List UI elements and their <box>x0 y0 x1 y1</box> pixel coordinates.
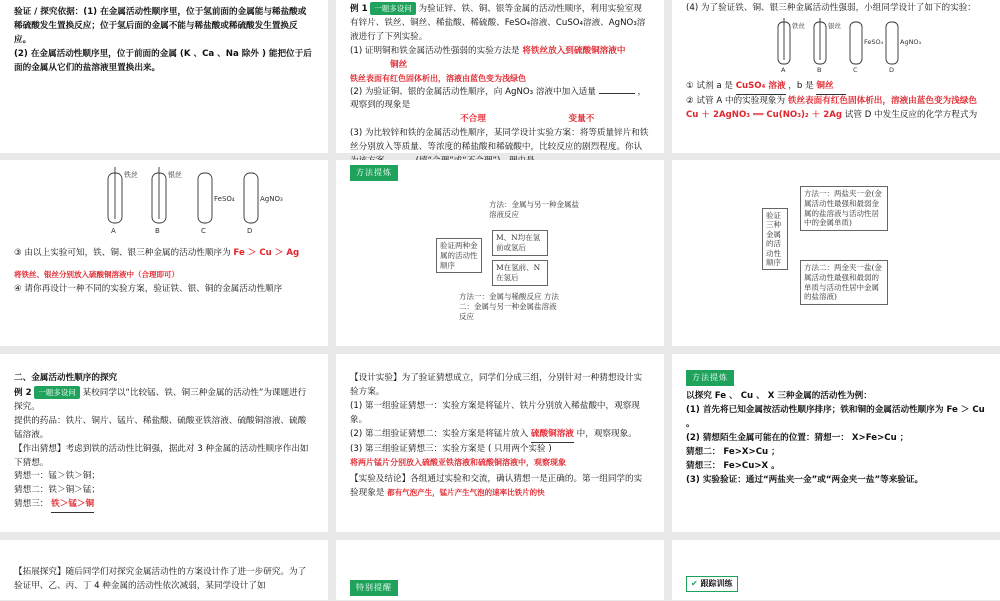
conclusion <box>350 473 650 501</box>
hypothesis-2: 猜想二：铁＞铜＞锰； <box>14 485 100 496</box>
slide-4[interactable] <box>0 160 328 346</box>
section-heading: 二、金属活动性顺序的探究 <box>14 373 118 383</box>
tube-d-content: AgNO₃ <box>900 37 922 46</box>
slide-3[interactable] <box>672 0 1000 153</box>
answer-line-1-middle: ，b 是 <box>788 80 814 91</box>
tube-a-phenomenon: 铁丝表面有红色固体析出，溶液由蓝色变为浅绿色 <box>787 95 977 106</box>
design-step-3: (3) 第三组验证猜想三：实验方案是 ( 只用两个实验 ) <box>350 443 552 454</box>
tube-a-content: 铁丝 <box>792 21 805 30</box>
check-icon: ✔ <box>691 579 698 588</box>
method-2-step-2: (2) 猜想陌生金属可能在的位置：猜想一： X>Fe>Cu ； <box>686 432 909 443</box>
slide-5[interactable] <box>336 160 664 346</box>
order-question-text: ③ 由以上实验可知，铁、铜、银三种金属的活动性顺序为 <box>14 247 231 258</box>
tube-a-label: A <box>781 65 786 74</box>
order-question <box>14 247 314 261</box>
method-bottom-note: 方法一：金属与稀酸反应 方法二：金属与另一种金属盐溶液反应 <box>459 292 559 321</box>
slide-10[interactable] <box>0 540 328 600</box>
method-2-step-1: (1) 首先将已知金属按活动性顺序排序；铁和铜的金属活动性顺序为 Fe ＞ Cu 。 <box>686 404 985 429</box>
slide-8[interactable] <box>336 354 664 532</box>
answer-line-2 <box>686 95 986 109</box>
design-question-text: ④ 请你再设计一种不同的实验方案，验证铁、银、铜的金属活动性顺序 <box>14 283 283 294</box>
tube-c-content: FeSO₄ <box>864 37 884 46</box>
slide-7[interactable] <box>0 354 328 532</box>
equation-answer: Cu ＋ 2AgNO₃ ══ Cu(NO₃)₂ ＋ 2Ag <box>686 109 843 120</box>
tube-b-content: 银丝 <box>168 171 182 179</box>
design-step-2-prefix: (2) 第二组验证猜想二：实验方案是将锰片放入 <box>350 428 529 439</box>
drugs-list: 提供的药品：铁片、铜片、锰片、稀盐酸、硫酸亚铁溶液、硫酸铜溶液、硫酸锰溶液。 <box>14 415 307 440</box>
answer-line-3-text: 试管 D 中发生反应的化学方程式为 <box>844 109 978 120</box>
answer-2: 不合理 <box>460 114 486 125</box>
hypothesis-3-label: 猜想三： <box>14 499 49 510</box>
tube-a-content: 铁丝 <box>124 171 138 179</box>
hypothesis-3 <box>14 498 314 513</box>
tube-a-label: A <box>111 227 116 235</box>
conclusion-answer: 都有气泡产生，锰片产生气泡的速率比铁片的快 <box>387 488 545 498</box>
method-2-step-5: (3) 实验验证：通过“两盐夹一金”或“两金夹一盐”等来验证。 <box>686 474 924 485</box>
tube-d-label: D <box>247 227 253 235</box>
answers-2 <box>350 113 650 127</box>
question-1-text: (1) 证明铜和铁金属活动性强弱的实验方法是 <box>350 45 520 56</box>
question-2 <box>350 86 650 114</box>
basis-paragraph-2: (2) 在金属活动性顺序里，位于前面的金属 (K 、Ca 、Na 除外 ) 能把位于后面的金属从它们的盐溶液里置换出来。 <box>14 48 312 73</box>
method-top-note: 方法：金属与另一种金属盐溶液反应 <box>489 200 579 219</box>
tube-d-label: D <box>889 65 895 74</box>
question-2b-text: ，观察到的现象是 <box>350 86 647 111</box>
question-4-head: (4) 为了验证铁、铜、银三种金属活动性强弱，小组同学设计了如下的实验： <box>686 3 976 13</box>
slide-2[interactable] <box>336 0 664 153</box>
method-badge: 方法提炼 <box>350 165 398 181</box>
answer-line-1-prefix: ① 试剂 a 是 <box>686 80 733 91</box>
method-badge-2: 方法提炼 <box>686 370 734 386</box>
design-step-2-answer: 硫酸铜溶液 <box>531 428 574 443</box>
answer-2b: 变量不 <box>568 114 595 125</box>
conclusion-text: 【实验及结论】各组通过实验和交流，确认猜想一是正确的。第一组同学的实验现象是 <box>350 474 643 499</box>
follow-up-badge <box>686 576 738 592</box>
method-center-box: 验证两种金属的活动性顺序 <box>436 238 482 273</box>
special-reminder-badge: 特别提醒 <box>350 580 398 596</box>
design-heading: 【设计实验】为了验证猜想成立，同学们分成三组，分别针对一种猜想设计实验方案。 <box>350 373 643 397</box>
question-1 <box>350 45 650 73</box>
test-tube-diagram <box>766 16 926 74</box>
hypothesis-intro: 【作出猜想】考虑到铁的活动性比铜强，据此对 3 种金属的活动性顺序作出如下猜想。 <box>14 443 309 468</box>
slide-11[interactable] <box>336 540 664 600</box>
reagent-b-answer: 铜丝 <box>816 80 846 95</box>
example-2-label: 例 2 <box>14 387 32 398</box>
question-2-text: (2) 为验证铜、银的金属活动性顺序，向 AgNO₃ 溶液中加入适量 <box>350 86 596 97</box>
reagent-a-answer: CuSO₄ 溶液 <box>736 80 786 95</box>
method-2-step-4: 猜想三： Fe>Cu>X 。 <box>686 460 780 471</box>
answer-line-3 <box>686 109 986 123</box>
hypothesis-3-answer: 铁＞锰＞铜 <box>51 498 94 513</box>
tube-b-label: B <box>155 227 160 235</box>
slide-12[interactable] <box>672 540 1000 600</box>
method-2-step-3: 猜想二： Fe>X>Cu ； <box>686 446 780 457</box>
design-step-1: (1) 第一组验证猜想一：实验方案是将锰片、铁片分别放入稀盐酸中，观察现象。 <box>350 400 640 425</box>
tube-c-label: C <box>201 227 206 235</box>
tube-c-content: FeSO₄ <box>214 195 235 203</box>
tube-d-content: AgNO₃ <box>260 195 283 203</box>
example-1 <box>350 2 650 45</box>
slide-1[interactable] <box>0 0 328 153</box>
test-tube-diagram-2 <box>94 165 294 235</box>
multi-question-tag: 一题多设问 <box>370 2 416 15</box>
order-answer: Fe ＞ Cu ＞ Ag <box>233 247 300 258</box>
hypothesis-1: 猜想一：锰＞铁＞铜； <box>14 471 100 482</box>
example-label: 例 1 <box>350 4 368 14</box>
example-intro: 为验证锌、铁、铜、银等金属的活动性顺序，利用实验室现有锌片、铁丝、铜丝、稀盐酸、稀硫酸、FeSO₄溶液、CuSO₄溶液、AgNO₃溶液进行了下列实验。 <box>350 4 646 42</box>
method-case-1: M、N均在氢前或氢后 <box>492 230 548 256</box>
tube-c-label: C <box>853 65 858 74</box>
tube-b-label: B <box>817 65 822 74</box>
blank-2[interactable] <box>599 93 635 94</box>
answer-1b: 铜丝 <box>390 59 408 70</box>
method-2-intro: 以探究 Fe 、 Cu 、 X 三种金属的活动性为例： <box>686 391 872 401</box>
three-metal-method-2: 方法二：两金夹一盐(金属活动性最强和最弱的单质与活动性居中金属的盐溶液) <box>800 260 888 305</box>
slide-6[interactable] <box>672 160 1000 346</box>
basis-paragraph-1: 验证 / 探究依据：(1) 在金属活动性顺序里，位于氢前面的金属能与稀盐酸或稀硫酸发生置换反应；位于氢后面的金属不能与稀盐酸或稀硫酸发生置换反应。 <box>14 7 307 45</box>
question-3: (3) 为比较锌和铁的金属活动性顺序，某同学设计实验方案：将等质量锌片和铁丝分别放入等质量、等浓度的稀盐酸和稀硫酸中，比较反应的剧烈程度。你认 <box>350 128 649 153</box>
follow-up-label: 跟踪训练 <box>700 579 733 588</box>
design-step-3-answer: 将两片锰片分别放入硫酸亚铁溶液和硫酸铜溶液中，观察现象 <box>350 457 566 467</box>
answer-line-2-prefix: ② 试管 A 中的实验现象为 <box>686 95 786 106</box>
tube-b-content: 银丝 <box>828 21 841 30</box>
design-step-2-suffix: 中，观察现象。 <box>576 428 637 439</box>
method-case-2: M在氢前、N在氢后 <box>492 260 548 286</box>
three-metal-method-1: 方法一：两盐夹一金(金属活动性最强和最弱金属的盐溶液与活动性居中的金属单质) <box>800 186 888 231</box>
answer-line-1 <box>686 80 986 95</box>
example-2 <box>14 386 314 415</box>
example-2-intro: 某校同学以“比较锰、铁、铜三种金属的活动性”为课题进行探究。 <box>14 387 307 412</box>
answer-1c: 铁丝表面有红色固体析出，溶液由蓝色变为浅绿色 <box>350 73 526 83</box>
design-question <box>14 269 314 297</box>
slide-9[interactable] <box>672 354 1000 532</box>
extension-text: 【拓展探究】随后同学们对探究金属活动性的方案设计作了进一步研究。为了验证甲、乙、丙、丁 4 种金属的活动性依次减弱，某同学设计了如 <box>14 567 307 591</box>
three-metal-center: 验证三种金属的活动性顺序 <box>762 208 788 270</box>
multi-question-tag-2: 一题多设问 <box>34 386 80 399</box>
answer-1: 将铁丝放入到硫酸铜溶液中 <box>522 45 626 56</box>
design-step-2 <box>350 428 650 443</box>
design-answer: 将铁丝、银丝分别放入硫酸铜溶液中（合理即可） <box>14 269 179 279</box>
